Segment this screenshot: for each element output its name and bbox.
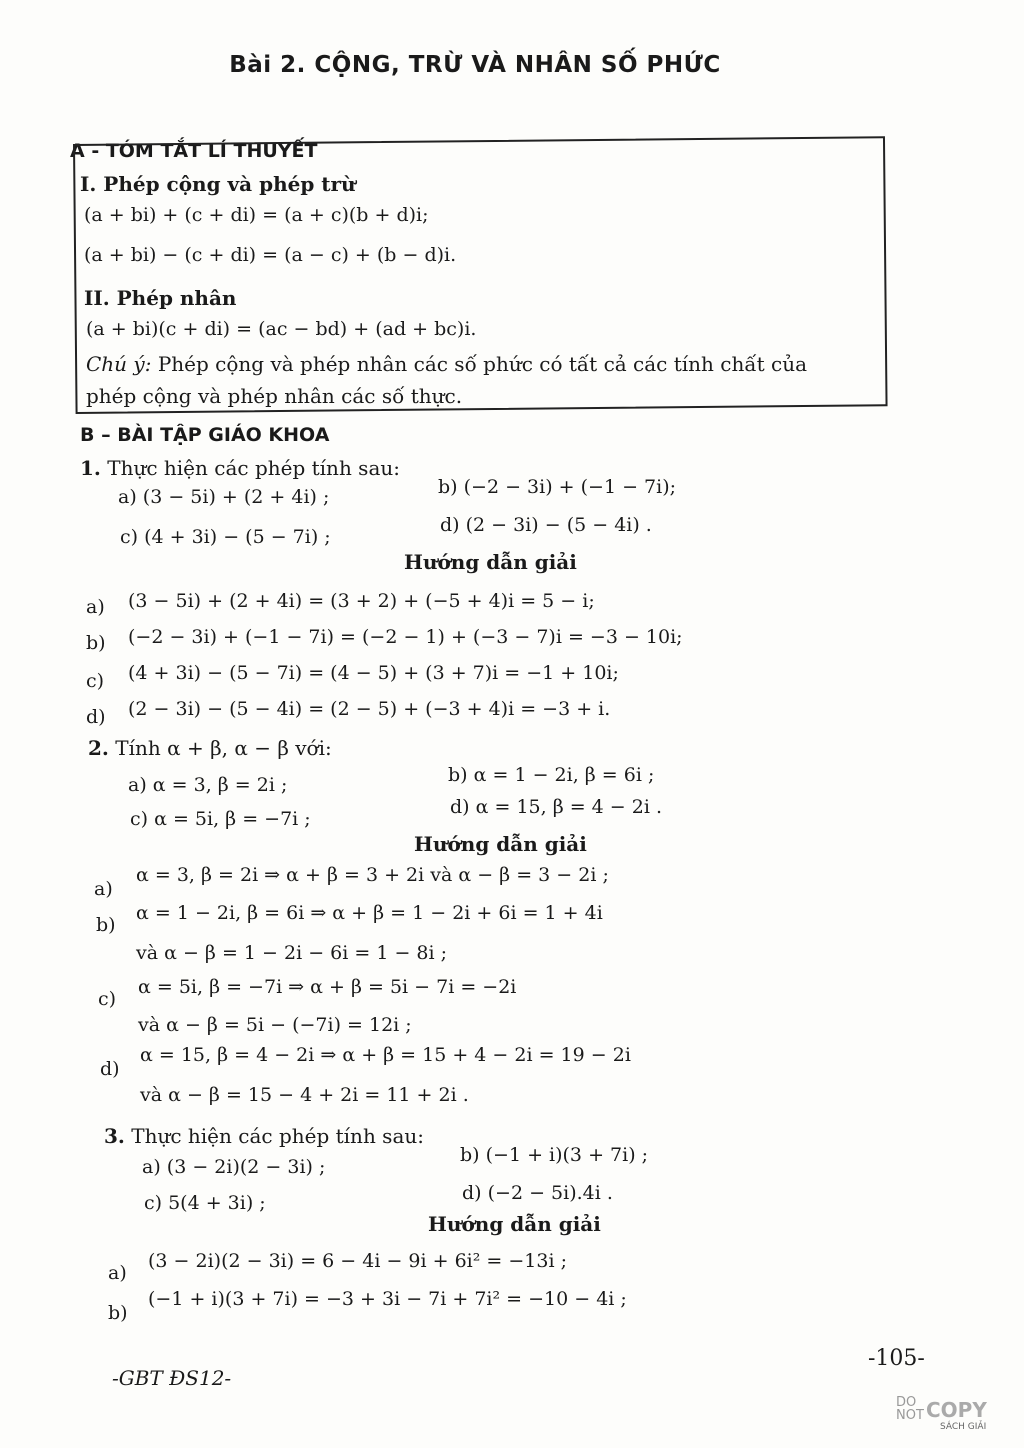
addition-formula: (a + bi) + (c + di) = (a + c)(b + d)i; (84, 204, 429, 226)
ex3-item-a: a) (3 − 2i)(2 − 3i) ; (142, 1156, 326, 1178)
note-text-1: Phép cộng và phép nhân các số phức có tất cả các tính chất của (151, 352, 808, 376)
ex1-item-a: a) (3 − 5i) + (2 + 4i) ; (118, 486, 330, 508)
ex1-solution-a-label: a) (86, 596, 105, 618)
section-a-heading: A - TÓM TẮT LÍ THUYẾT (70, 140, 318, 162)
ex2-solution-a-label: a) (94, 878, 113, 900)
ex2-solution-a: α = 3, β = 2i ⇒ α + β = 3 + 2i và α − β = 3 − 2i ; (136, 864, 609, 886)
ex3-item-c: c) 5(4 + 3i) ; (144, 1192, 266, 1214)
ex1-solution-c: (4 + 3i) − (5 − 7i) = (4 − 5) + (3 + 7)i = −1 + 10i; (128, 662, 619, 684)
ex3-solution-a: (3 − 2i)(2 − 3i) = 6 − 4i − 9i + 6i² = −13i ; (148, 1250, 567, 1272)
ex3-solution-b: (−1 + i)(3 + 7i) = −3 + 3i − 7i + 7i² = −10 − 4i ; (148, 1288, 627, 1310)
ex1-solution-a: (3 − 5i) + (2 + 4i) = (3 + 2) + (−5 + 4)i = 5 − i; (128, 590, 595, 612)
part1-heading: I. Phép cộng và phép trừ (80, 172, 356, 196)
ex2-solution-d-label: d) (100, 1058, 120, 1080)
ex3-item-b: b) (−1 + i)(3 + 7i) ; (460, 1144, 649, 1166)
ex1-solution-c-label: c) (86, 670, 105, 692)
ex2-solution-d-cont: và α − β = 15 − 4 + 2i = 11 + 2i . (140, 1084, 469, 1106)
multiplication-formula: (a + bi)(c + di) = (ac − bd) + (ad + bc)i. (86, 318, 477, 340)
ex2-solution-heading: Hướng dẫn giải (414, 832, 587, 856)
exercise-1-number: 1. (80, 456, 101, 480)
watermark-copy: COPY (926, 1398, 987, 1422)
ex1-solution-heading: Hướng dẫn giải (404, 550, 577, 574)
note-line-2: phép cộng và phép nhân các số thực. (86, 384, 463, 408)
exercise-3-text: Thực hiện các phép tính sau: (124, 1124, 424, 1148)
ex2-item-d: d) α = 15, β = 4 − 2i . (450, 796, 663, 818)
ex2-item-b: b) α = 1 − 2i, β = 6i ; (448, 764, 655, 786)
ex2-solution-b-label: b) (96, 914, 116, 936)
section-b-heading: B – BÀI TẬP GIÁO KHOA (80, 424, 330, 446)
watermark-do: DO NOT (896, 1395, 924, 1423)
exercise-1-prompt (80, 456, 400, 480)
note-label: Chú ý: (86, 352, 152, 376)
watermark-logo (896, 1396, 1006, 1436)
ex2-solution-c-label: c) (98, 988, 117, 1010)
subtraction-formula: (a + bi) − (c + di) = (a − c) + (b − d)i. (84, 244, 457, 266)
book-code: -GBT ĐS12- (112, 1366, 232, 1390)
ex1-solution-b-label: b) (86, 632, 106, 654)
page-number: -105- (868, 1346, 925, 1371)
ex2-item-a: a) α = 3, β = 2i ; (128, 774, 288, 796)
ex2-solution-b-cont: và α − β = 1 − 2i − 6i = 1 − 8i ; (136, 942, 448, 964)
ex3-solution-heading: Hướng dẫn giải (428, 1212, 601, 1236)
ex3-item-d: d) (−2 − 5i).4i . (462, 1182, 613, 1204)
ex2-solution-c: α = 5i, β = −7i ⇒ α + β = 5i − 7i = −2i (138, 976, 517, 998)
note-line-1 (86, 352, 807, 376)
ex1-item-b: b) (−2 − 3i) + (−1 − 7i); (438, 476, 677, 498)
exercise-3-prompt (104, 1124, 424, 1148)
ex1-item-d: d) (2 − 3i) − (5 − 4i) . (440, 514, 652, 536)
watermark-brand: SÁCH GIẢI (940, 1422, 987, 1432)
exercise-2-text: Tính α + β, α − β với: (108, 736, 332, 760)
ex2-solution-d: α = 15, β = 4 − 2i ⇒ α + β = 15 + 4 − 2i = 19 − 2i (140, 1044, 631, 1066)
exercise-2-number: 2. (88, 736, 109, 760)
ex2-solution-b: α = 1 − 2i, β = 6i ⇒ α + β = 1 − 2i + 6i = 1 + 4i (136, 902, 603, 924)
ex2-solution-c-cont: và α − β = 5i − (−7i) = 12i ; (138, 1014, 412, 1036)
ex1-solution-d: (2 − 3i) − (5 − 4i) = (2 − 5) + (−3 + 4)i = −3 + i. (128, 698, 611, 720)
ex1-item-c: c) (4 + 3i) − (5 − 7i) ; (120, 526, 331, 548)
ex3-solution-b-label: b) (108, 1302, 128, 1324)
exercise-1-text: Thực hiện các phép tính sau: (100, 456, 400, 480)
ex1-solution-b: (−2 − 3i) + (−1 − 7i) = (−2 − 1) + (−3 − 7)i = −3 − 10i; (128, 626, 683, 648)
exercise-2-prompt (88, 736, 332, 760)
page-title: Bài 2. CỘNG, TRỪ VÀ NHÂN SỐ PHỨC (229, 52, 721, 78)
part2-heading: II. Phép nhân (84, 286, 237, 310)
ex1-solution-d-label: d) (86, 706, 106, 728)
ex3-solution-a-label: a) (108, 1262, 127, 1284)
ex2-item-c: c) α = 5i, β = −7i ; (130, 808, 311, 830)
exercise-3-number: 3. (104, 1124, 125, 1148)
